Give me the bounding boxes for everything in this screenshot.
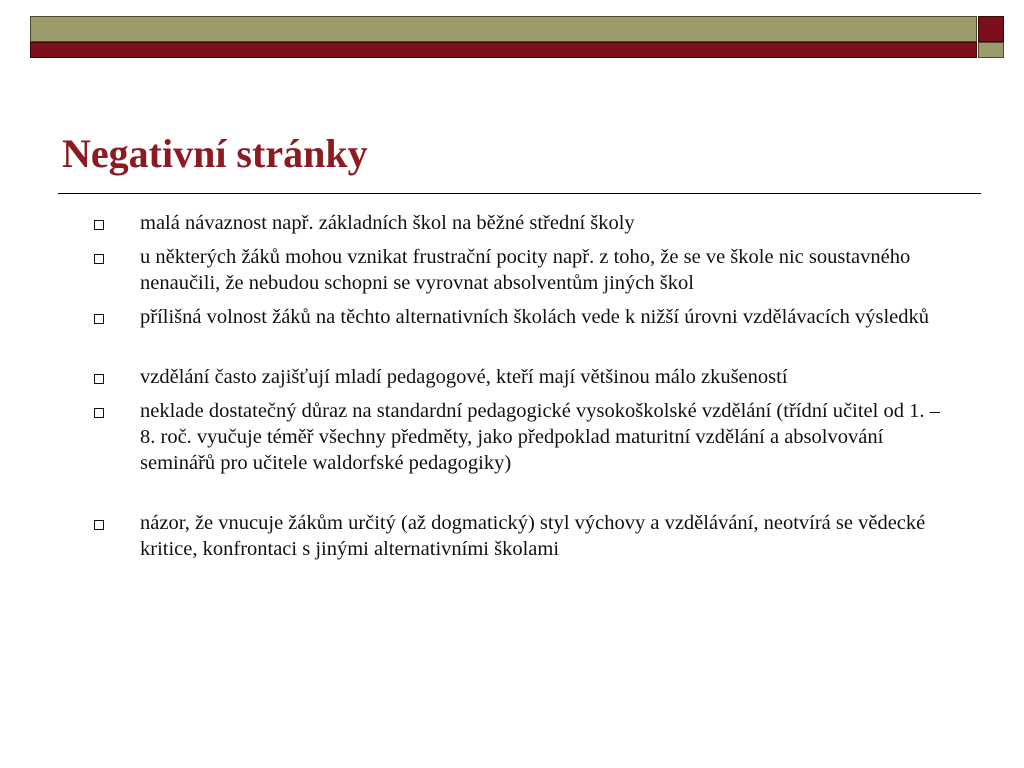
hollow-square-bullet-icon — [94, 520, 104, 530]
bullet-text: vzdělání často zajišťují mladí pedagogové, kteří mají většinou málo zkušeností — [140, 366, 788, 388]
header-olive-bar — [30, 16, 977, 42]
bullet-item — [90, 510, 950, 562]
bullet-text: neklade dostatečný důraz na standardní pedagogické vysokoškolské vzdělání (třídní učitel od 1. – 8. roč. vyučuje téměř všechny předměty, jako předpoklad maturitní vzdělání a absolvování seminářů pro učitele waldorfské pedagogiky) — [140, 400, 940, 474]
bullet-item — [90, 210, 950, 236]
bullet-item — [90, 304, 950, 330]
bullet-text: přílišná volnost žáků na těchto alternativních školách vede k nižší úrovni vzdělávacích výsledků — [140, 306, 930, 328]
slide-title: Negativní stránky — [62, 131, 368, 176]
header-olive-square — [978, 42, 1004, 58]
bullet-item — [90, 244, 950, 296]
bullet-list — [90, 210, 950, 570]
hollow-square-bullet-icon — [94, 254, 104, 264]
bullet-item — [90, 398, 950, 476]
bullet-text: malá návaznost např. základních škol na běžné střední školy — [140, 212, 635, 234]
bullet-item — [90, 364, 950, 390]
header-red-bar — [30, 42, 977, 58]
hollow-square-bullet-icon — [94, 408, 104, 418]
bullet-text: u některých žáků mohou vznikat frustrační pocity např. z toho, že se ve škole nic soustavného nenaučili, že nebudou schopni se vyrovnat absolventům jiných škol — [140, 246, 911, 294]
hollow-square-bullet-icon — [94, 374, 104, 384]
hollow-square-bullet-icon — [94, 314, 104, 324]
title-divider — [58, 193, 981, 194]
hollow-square-bullet-icon — [94, 220, 104, 230]
header-red-square — [978, 16, 1004, 42]
bullet-text: názor, že vnucuje žákům určitý (až dogmatický) styl výchovy a vzdělávání, neotvírá se vědecké kritice, konfrontaci s jinými alternativními školami — [140, 512, 926, 560]
